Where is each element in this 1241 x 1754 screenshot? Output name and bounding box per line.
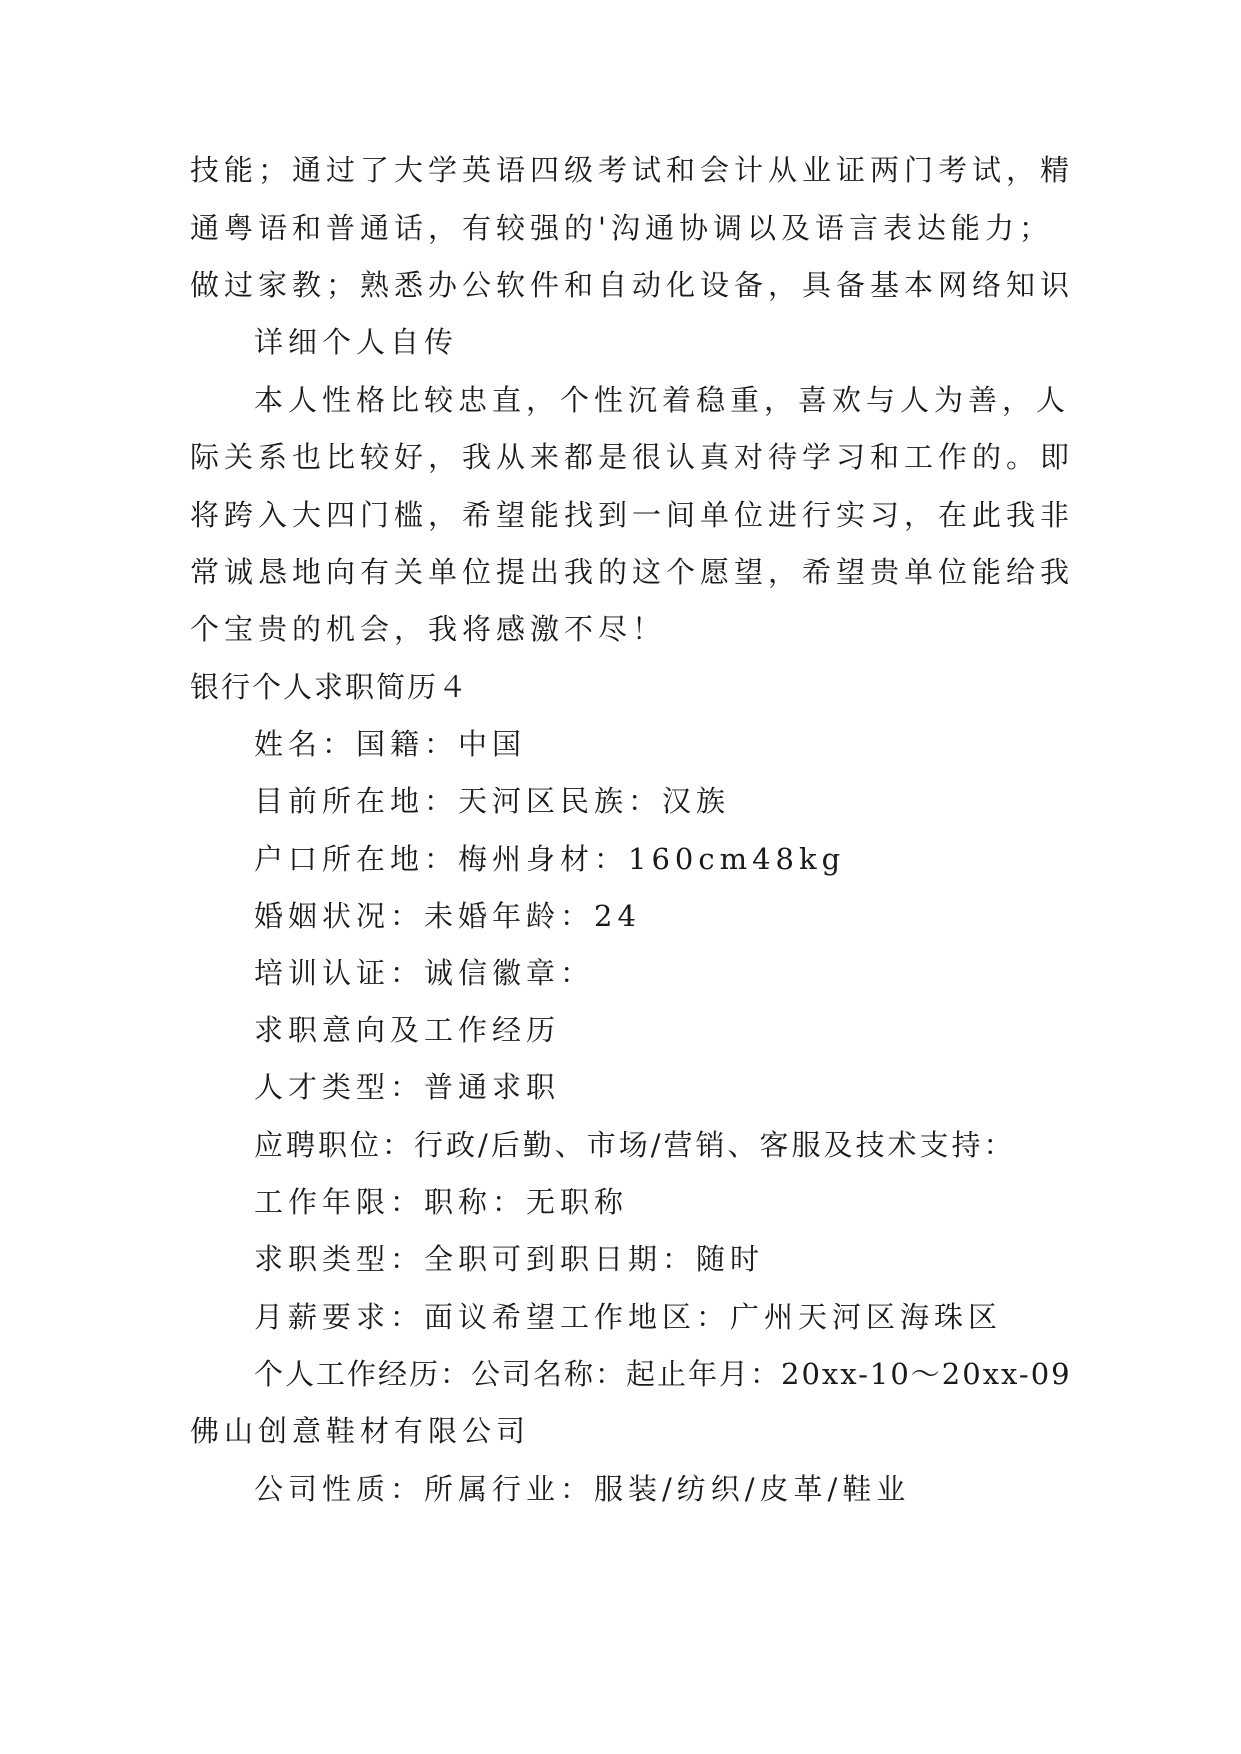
skills-line-2: 通粤语和普通话，有较强的'沟通协调以及语言表达能力； bbox=[190, 211, 1053, 245]
field-salary-location: 月薪要求：面议希望工作地区：广州天河区海珠区 bbox=[254, 1300, 1003, 1334]
section-job-intention: 求职意向及工作经历 bbox=[254, 1013, 561, 1047]
autobiography-line-2: 际关系也比较好，我从来都是很认真对待学习和工作的。即 bbox=[190, 440, 1075, 474]
field-name-nationality: 姓名：国籍：中国 bbox=[254, 727, 527, 761]
field-desired-position: 应聘职位：行政/后勤、市场/营销、客服及技术支持： bbox=[254, 1128, 1016, 1162]
autobiography-heading: 详细个人自传 bbox=[254, 325, 459, 359]
skills-line-3: 做过家教；熟悉办公软件和自动化设备，具备基本网络知识 bbox=[190, 268, 1075, 302]
company-nature: 公司性质：所属行业：服装/纺织/皮革/鞋业 bbox=[254, 1472, 911, 1506]
field-work-history: 个人工作经历：公司名称：起止年月：20xx-10～20xx-09 bbox=[254, 1357, 1072, 1391]
autobiography-line-4: 常诚恳地向有关单位提出我的这个愿望，希望贵单位能给我 bbox=[190, 555, 1075, 589]
field-certification: 培训认证：诚信徽章： bbox=[254, 956, 595, 990]
skills-line-1: 技能；通过了大学英语四级考试和会计从业证两门考试，精 bbox=[190, 153, 1075, 187]
field-hukou-build: 户口所在地：梅州身材：160cm48kg bbox=[254, 842, 846, 876]
resume-title: 银行个人求职简历４ bbox=[190, 670, 470, 704]
field-marital-age: 婚姻状况：未婚年龄：24 bbox=[254, 899, 641, 933]
autobiography-line-1: 本人性格比较忠直，个性沉着稳重，喜欢与人为善，人 bbox=[254, 383, 1071, 417]
field-talent-type: 人才类型：普通求职 bbox=[254, 1070, 561, 1104]
field-job-type-start: 求职类型：全职可到职日期：随时 bbox=[254, 1242, 765, 1276]
field-work-years-title: 工作年限：职称：无职称 bbox=[254, 1185, 629, 1219]
autobiography-line-3: 将跨入大四门槛，希望能找到一间单位进行实习，在此我非 bbox=[190, 498, 1075, 532]
autobiography-line-5: 个宝贵的机会，我将感激不尽！ bbox=[190, 612, 667, 646]
field-location-ethnicity: 目前所在地：天河区民族：汉族 bbox=[254, 784, 731, 818]
company-name: 佛山创意鞋材有限公司 bbox=[190, 1414, 531, 1448]
